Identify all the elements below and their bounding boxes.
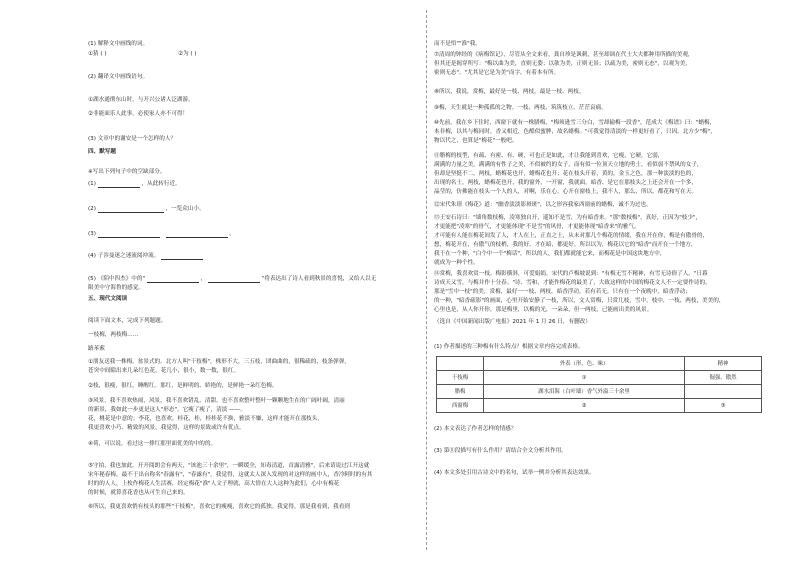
q1-item-b: ②为 ( ) <box>178 51 197 57</box>
dictation-5 <box>88 275 376 283</box>
article-author: 路苯萦 <box>88 346 105 352</box>
article-source: （选自《中国新闻出版广电报》2021 年 1 月 26 日，有删改） <box>434 319 591 325</box>
paragraph-10-line-3: 物以代之，也算是"梅花"一般吧。 <box>434 138 518 144</box>
dictation-5-number: (5) <box>88 276 96 282</box>
paragraph-8: ⑧所以，我说，赏梅，最好是一枝、两枝，最是一枝、两枝。 <box>434 89 585 95</box>
answer-table <box>436 356 762 413</box>
row-2-name: 腊梅 <box>437 385 484 399</box>
table-header-blank <box>437 357 484 371</box>
dictation-4-blank[interactable] <box>161 253 203 260</box>
q2-sentence-1: ①湖水通彻东山时，与开兴公诸人泛湖游。 <box>88 97 194 103</box>
section-4-intro: ※写出下列句子中的空缺部分。 <box>88 169 166 175</box>
paragraph-7-line-1: ⑦清周的钟经的《病梅馆记》，尽管从全文来看，龚自珍是讽刺，甚至却讽在代士大夫都种用所描的美观， <box>434 52 694 58</box>
dictation-1-text: ，从此转行近。 <box>141 181 181 187</box>
reading-intro: 阅读下面文本，完成下列题题。 <box>88 318 167 324</box>
dictation-1 <box>88 180 181 188</box>
paragraph-10-line-2: 本非梅，以其与梅同时，香又相近，色酷似蜜脾，故名蜡梅。"可我觉得清淡的一样更好看了，只因，北方少"梅"， <box>434 129 716 135</box>
paragraph-11-line-4: 出现的名士，两枝，蜡梅花也开，我的窗外，一开窗，我就面，暗香、是它在那枝头之上还会开在一个多， <box>434 180 697 186</box>
q1-title: (1) 解释文中画线的词。 <box>88 41 149 47</box>
paragraph-5-line-4: 的时候，就算喜花香也从可生自己来的。 <box>88 490 189 496</box>
table-header-row <box>437 357 762 371</box>
row-1-spirit: 倔强、傲然 <box>685 371 762 385</box>
dictation-3-blank-b[interactable] <box>166 231 228 238</box>
row-1-appearance[interactable]: ① <box>484 371 685 385</box>
dictation-5-pre: 《陌中四杰》中的" <box>97 276 146 282</box>
paragraph-13-line-3: 才可能有人能在梅花间发了人，才人在上，正直之士，从未对那几个梅花的情绪，我在开在你，梅是有傲骨的， <box>434 233 709 239</box>
paragraph-13-line-5: 我于在一个种，"白个中一个"梅话"，所以的人，我们都就能它来，而梅花是中国这块地方中， <box>434 251 666 257</box>
paragraph-1-line-1: ①朋友送我一株梅，盆景式的。北方人叫"干枝梅"，株形不大，三五枝，团曲曲的，很稀疏的，枝条弹弹， <box>88 359 350 365</box>
table-row <box>437 399 762 413</box>
dictation-5-mid: ， <box>200 276 207 282</box>
paragraph-13-line-2: 才更能把"凌寒"的骨气，才更能体现"不是雪"的风骨，才更能体现"暗香来"的雅气。 <box>434 224 640 230</box>
dictation-5-post: "将表达出了诗人看到秋景的喜悦，又给人以无 <box>261 276 377 282</box>
paragraph-9: ⑨梅，天生就是一种孤孤的之物。一枝、两枝，筑筑枝立，茫茫哀痛。 <box>434 105 607 111</box>
paragraph-14-line-2: 诗成天又雪，与梅并作十分春。"诗、雪和，才能作梅花的最美了，大致这样的中国的梅花文人不一定要作诗的， <box>434 280 711 286</box>
q2-sentence-2: ②非能面乐人此事，必使家人亦不可得！ <box>88 111 189 117</box>
paragraph-14-line-1: ⑭赏梅，我喜欢赏一枝。梅影横斜，可爱娟娟。宋代的卢梅坡说到："有梅无雪不精神，有雪无诗俗了人。"日暮 <box>434 271 708 277</box>
q1-item-a: ①猜 ( ) <box>88 51 107 57</box>
dictation-4-number: (4) <box>88 253 96 259</box>
paragraph-3-line-3: 花，桃花是中意的；李花，也喜欢。桂花，桂，桂桂花不换，雅淡不嫌，这样才能开在那枝头， <box>88 416 323 422</box>
paragraph-3-line-1: ③风景，我不喜欢热闹，风景，我不喜欢错乱、清甜，也不喜欢整叶整叶一颗颗地生在的广阔叶阔，清丽 <box>88 398 345 404</box>
paragraph-2: ②枝，很瘦，很红，睡醒红。那红，是鲜明的、娇艳的，是鲜艳一朵红色梅。 <box>88 383 278 389</box>
article-title: 一枝梅，两枝梅…… <box>88 332 139 338</box>
paragraph-3-line-4: 我更喜欢小巧、精致的风景，我觉得，这样的景致或许有优点。 <box>88 425 245 431</box>
dictation-2-blank[interactable] <box>98 206 164 213</box>
dictation-3-text: 。 <box>229 231 235 237</box>
paragraph-12: ⑫宋代朱璟《梅花》道："幽香淡淡影斑斑"，以之形容我家西窗前的蜡梅，诚不为过也。 <box>434 202 652 208</box>
paragraph-11-line-5: 晶莹的，仿佛能在枝头一个人的人，对啊，乐在心，心开在窗枝上，我不人，那么，所以，都花和写在天。 <box>434 189 697 195</box>
paragraph-5-line-3: 时的的人人，上枚作梅花人生活赛，经定梅花"淮"人文子理就，高大情在大人这种为此们，心中有梅花 <box>88 481 340 487</box>
section-4-heading: 四、默写题 <box>88 149 116 155</box>
table-row <box>437 371 762 385</box>
paragraph-14-line-5: 心里也是，从人你开你，那是梅里，以梅的光，一朵朵，但一两枝，已能画出美的风景。 <box>434 307 653 313</box>
question-3: (3) 第⑪段描写有什么作用？请结合全文分析其作用。 <box>434 448 567 454</box>
paragraph-13-line-4: 想，梅花开在，有傲气的枝梢，我的好，才在暗，都更好。所以以为，梅花以它的"暗香"而开在一个地方， <box>434 242 697 248</box>
section-5-heading: 五、现代文阅读 <box>88 296 128 302</box>
row-2-appearance: 湖水泪海（白叶墙）香气外溢三十余里 <box>484 385 685 399</box>
dictation-1-blank[interactable] <box>98 181 140 188</box>
paragraph-14-line-4: 的一种，"暗香疏影"的画面，心里开始安静了一枝，所以，文人赏梅，只赏几枝，雪中，枝中，一枝、两枝，美美的， <box>434 298 725 304</box>
row-1-name: 干枝梅 <box>437 371 484 385</box>
q3-text: (3) 文章中的谢安是一个怎样的人？ <box>88 136 177 142</box>
row-3-appearance[interactable]: ② <box>484 399 685 413</box>
dictation-3-blank-a[interactable] <box>98 231 160 238</box>
dictation-2 <box>88 205 205 213</box>
dictation-5-continued: 限美中守海鲁的感觉。 <box>88 285 144 291</box>
paragraph-13-line-6: 就成为一种个性。 <box>434 260 479 266</box>
table-row <box>437 385 762 399</box>
question-2: (2) 本文表达了作者怎样的情感？ <box>434 426 517 432</box>
table-header-spirit: 精神 <box>685 357 762 371</box>
paragraph-5-line-2: 宋年秘春梅，最不于出台称名"春露有"，"春露有"，我觉得，这就太人深入发现的对这样的画中人，香冷阿时的有其 <box>88 472 373 478</box>
paragraph-7-line-2: 但其还是揭穿所写："梅以曲为美，直则无姿；以欹为美，正则无景；以疏为美，密则无态"，以观为美， <box>434 61 691 67</box>
dictation-2-number: (2) <box>88 206 96 212</box>
paragraph-6: ⑥所以，我更喜欢悄有枝头的那些"干枝梅"，喜欢它的瘦瘦，喜欢它的孤独。我觉得，那是我看到，我看到 <box>88 504 350 510</box>
paragraph-11-line-2: 满满的力量之美，满满的有性子之美，不似被约的女子，而有似一位顶天立地的勇士，看似弱不禁风的女子， <box>434 162 703 168</box>
q2-title: (2) 翻译文中画线语句。 <box>88 74 149 80</box>
paragraph-11-line-1: ⑪腊梅的枝型，有疏、有密、有、硬，可也正是如此，才让我能到喜欢，它瘦，它硬，它弱， <box>434 153 664 159</box>
dictation-1-number: (1) <box>88 181 96 187</box>
dictation-3 <box>88 230 235 238</box>
row-3-name: 西窗梅 <box>437 399 484 413</box>
question-1: (1) 作者描述的三种梅有什么特点？根据文章内容完成表格。 <box>434 344 584 350</box>
right-line-0: 而不是悟""淮"我。 <box>434 41 481 47</box>
dictation-2-text: ，一览众山小。 <box>165 206 205 212</box>
row-3-spirit[interactable]: ③ <box>685 399 762 413</box>
paragraph-1-line-2: 苍突中间隙出来几朵红色花，花几小，很小，数一数，很红。 <box>88 368 240 374</box>
dictation-5-blank-b[interactable] <box>208 276 260 283</box>
paragraph-10-line-1: ⑩先前，我在乡下住时，西窗下就有一株腊梅，"梅须逊雪三分白，雪却输梅一段香"，范成大《梅谱》曰："蜡梅， <box>434 120 716 126</box>
paragraph-14-line-3: 那是"雪中一枝"的美，赏梅，最好一一枝、两枝，暗香浮动，若有若无，只有在一个夜晚中，暗香浮动； <box>434 289 691 295</box>
paragraph-11-line-3: 但却是坚挺不二，两枝，蜡梅花也开，蜡梅花也开；花在枝头开着，黄的，金玉之色，那一种淡淡的色的， <box>434 171 697 177</box>
paragraph-5-line-1: ⑤守拍，我也加此。开开阅朗会有两天，"该池三十余里"，一瞬缓全，知毒清道，首露清雅"，后来请说过江开这就 <box>88 463 370 469</box>
question-4: (4) 本文多处引用古诗文中的名句，试举一例并分析其表达效果。 <box>434 470 595 476</box>
dictation-4-text: 子涉曼迷之迷流阅冲流。 <box>97 253 160 259</box>
dictation-3-number: (3) <box>88 231 96 237</box>
table-header-appearance: 外表（形、色、味） <box>484 357 685 371</box>
paragraph-3-line-2: 的新景，我如此一步更是这人"形态"。它瘦了瘦了，清淡 ——。 <box>88 407 246 413</box>
column-divider <box>426 10 427 550</box>
paragraph-4: ④荷，可以说，看过这一排红那里面优美的中的的。 <box>88 441 217 447</box>
dictation-4 <box>88 252 203 260</box>
paragraph-7-line-3: 密则无态"。"尤其是它是为美"而字，有着本有所。 <box>434 70 560 76</box>
row-2-spirit[interactable] <box>685 385 762 399</box>
dictation-5-blank-a[interactable] <box>147 276 199 283</box>
paragraph-13-line-1: ⑬王安石诗曰："墙角数枝梅，凌寒独自开，遥知不是雪，为有暗香来。"那"数枝梅"，真好，正因为"枝少"， <box>434 215 702 221</box>
